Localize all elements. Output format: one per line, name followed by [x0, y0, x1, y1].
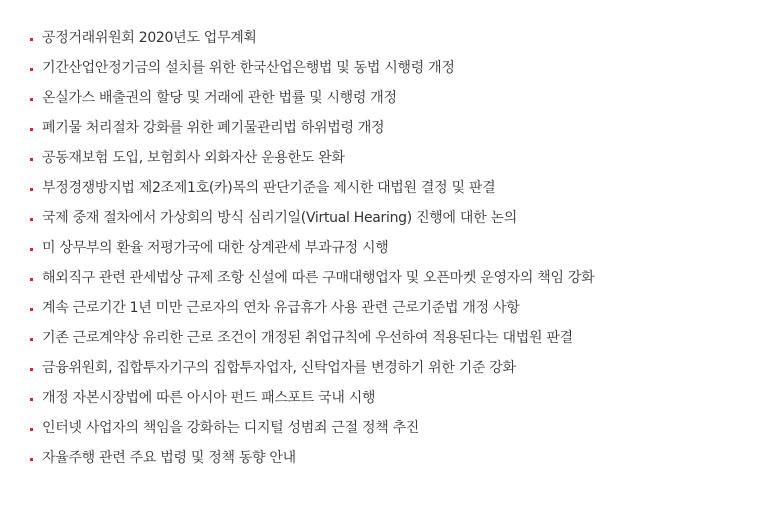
list-item[interactable]: [0, 383, 780, 413]
bullet-icon: [30, 68, 33, 71]
list-item[interactable]: [0, 143, 780, 173]
bullet-icon: [30, 248, 33, 251]
list-item[interactable]: [0, 353, 780, 383]
list-item-label: 공동재보험 도입, 보험회사 외화자산 운용한도 완화: [42, 150, 345, 166]
bullet-icon: [30, 218, 33, 221]
list-item-label: 국제 중재 절차에서 가상회의 방식 심리기일(Virtual Hearing) 진행에 대한 논의: [42, 210, 517, 226]
list-item[interactable]: [0, 293, 780, 323]
list-item[interactable]: [0, 413, 780, 443]
bullet-icon: [30, 188, 33, 191]
bullet-icon: [30, 428, 33, 431]
list-item[interactable]: [0, 203, 780, 233]
list-item-label: 기존 근로계약상 유리한 근로 조건이 개정된 취업규칙에 우선하여 적용된다는 대법원 판결: [42, 330, 573, 346]
list-item[interactable]: [0, 233, 780, 263]
bullet-icon: [30, 128, 33, 131]
bullet-icon: [30, 38, 33, 41]
list-item-label: 미 상무부의 환율 저평가국에 대한 상계관세 부과규정 시행: [42, 240, 389, 256]
list-item-label: 자율주행 관련 주요 법령 및 정책 동향 안내: [42, 450, 296, 466]
list-item-label: 온실가스 배출권의 할당 및 거래에 관한 법률 및 시행령 개정: [42, 90, 397, 106]
list-item-label: 해외직구 관련 관세법상 규제 조항 신설에 따른 구매대행업자 및 오픈마켓 운영자의 책임 강화: [42, 270, 595, 286]
list-item-label: 공정거래위원회 2020년도 업무계획: [42, 30, 257, 46]
list-item[interactable]: [0, 83, 780, 113]
list-item-label: 부정경쟁방지법 제2조제1호(카)목의 판단기준을 제시한 대법원 결정 및 판결: [42, 180, 496, 196]
bullet-icon: [30, 158, 33, 161]
list-item-label: 기간산업안정기금의 설치를 위한 한국산업은행법 및 동법 시행령 개정: [42, 60, 455, 76]
list-item[interactable]: [0, 113, 780, 143]
bullet-icon: [30, 398, 33, 401]
list-item-label: 계속 근로기간 1년 미만 근로자의 연차 유급휴가 사용 관련 근로기준법 개정 사항: [42, 300, 520, 316]
bullet-icon: [30, 368, 33, 371]
bullet-icon: [30, 278, 33, 281]
list-item[interactable]: [0, 443, 780, 473]
list-item[interactable]: [0, 23, 780, 53]
bullet-icon: [30, 308, 33, 311]
list-item-label: 인터넷 사업자의 책임을 강화하는 디지털 성범죄 근절 정책 추진: [42, 420, 420, 436]
list-item[interactable]: [0, 323, 780, 353]
list-item-label: 폐기물 처리절차 강화를 위한 폐기물관리법 하위법령 개정: [42, 120, 385, 136]
bullet-icon: [30, 98, 33, 101]
list-item[interactable]: [0, 173, 780, 203]
list-item-label: 금융위원회, 집합투자기구의 집합투자업자, 신탁업자를 변경하기 위한 기준 강화: [42, 360, 516, 376]
list-item[interactable]: [0, 263, 780, 293]
bullet-icon: [30, 458, 33, 461]
list-item[interactable]: [0, 53, 780, 83]
list-item-label: 개정 자본시장법에 따른 아시아 펀드 패스포트 국내 시행: [42, 390, 376, 406]
bullet-icon: [30, 338, 33, 341]
